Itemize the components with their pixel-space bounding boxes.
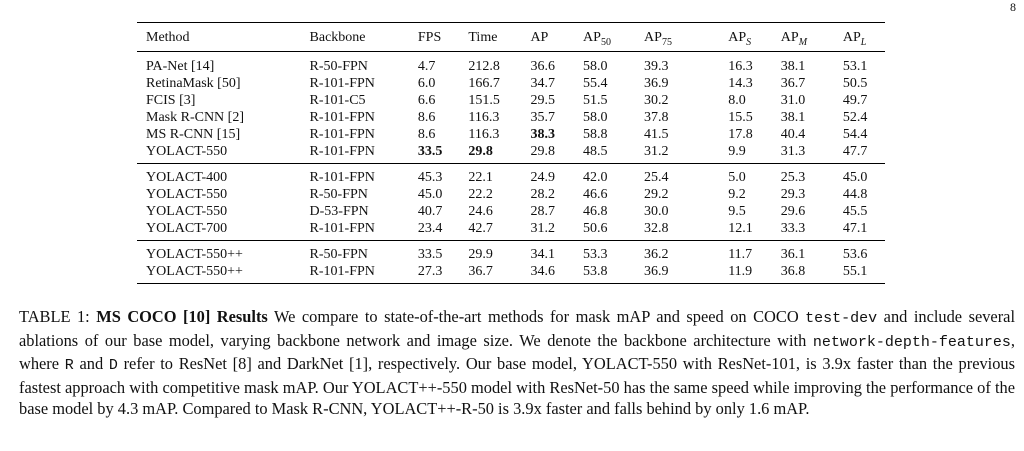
cell-backbone: R-101-FPN [309,144,375,159]
cell-ap75: 31.2 [644,144,669,159]
cell-ap: 34.7 [530,76,555,91]
table-row [137,220,885,241]
cell-ap: 29.5 [530,93,555,108]
cell-ap50: 58.8 [583,127,608,142]
page-number: 8 [1010,0,1016,14]
header-apl-sub: L [860,36,867,48]
cell-backbone: R-50-FPN [310,241,418,264]
cell-ap75: 25.4 [644,164,728,187]
cell-backbone: R-101-FPN [309,221,375,236]
caption-text-2: and include several ablations of our base model, varying backbone network and image size. We denote the backbone architecture with [19,307,1015,350]
cell-backbone: R-101-FPN [310,164,418,187]
cell-fps: 23.4 [417,221,443,236]
cell-ap75: 37.8 [644,110,669,125]
cell-apl: 47.1 [842,221,868,236]
cell-method: YOLACT-550 [146,204,228,219]
cell-method: YOLACT-550++ [137,241,310,264]
cell-apl: 45.5 [842,204,868,219]
cell-ap50: 50.6 [583,221,608,236]
cell-apl: 50.5 [842,76,868,91]
cell-time: 116.3 [468,127,500,142]
cell-ap: 28.7 [530,204,555,219]
cell-ap: 29.8 [530,144,555,159]
caption-text-3: , where [19,330,1015,374]
cell-backbone: R-101-FPN [310,263,418,284]
cell-apm: 29.6 [780,204,806,219]
cell-time: 22.2 [468,187,493,202]
cell-backbone: R-50-FPN [309,187,368,202]
cell-ap50: 58.0 [583,59,608,74]
table-row [137,203,885,220]
results-table-container [137,22,885,284]
header-time: Time [468,23,530,52]
results-table [137,22,885,284]
cell-method: YOLACT-550++ [137,263,310,284]
cell-apm: 25.3 [781,164,843,187]
table-row [137,126,885,143]
cell-fps: 4.7 [417,59,436,74]
cell-aps: 5.0 [728,164,781,187]
caption-code-test-dev: test-dev [805,310,878,327]
header-ap75 [644,23,728,52]
cell-apl: 49.7 [842,93,868,108]
cell-method: Mask R-CNN [2] [146,110,244,125]
cell-apl: 53.1 [842,59,868,74]
cell-apl: 47.7 [842,144,868,159]
cell-backbone: R-101-FPN [309,76,375,91]
header-aps [728,23,781,52]
header-fps: FPS [418,23,468,52]
cell-ap50: 55.4 [583,76,608,91]
cell-aps: 17.8 [728,127,753,142]
cell-apm: 36.1 [781,241,843,264]
cell-ap: 36.6 [530,59,555,74]
cell-aps: 11.7 [728,241,781,264]
cell-time: 29.9 [468,241,530,264]
cell-ap50: 58.0 [583,110,608,125]
cell-ap50: 51.5 [583,93,608,108]
cell-time: 24.6 [468,204,493,219]
header-ap75-sub: 75 [661,36,672,48]
cell-ap: 24.9 [530,164,583,187]
cell-aps: 9.2 [728,187,746,202]
cell-apm: 38.1 [780,110,806,125]
cell-fps: 33.5 [418,241,468,264]
cell-method: YOLACT-550 [146,187,228,202]
cell-fps: 8.6 [417,110,436,125]
cell-aps: 9.9 [728,144,746,159]
cell-aps: 16.3 [728,59,753,74]
cell-method: YOLACT-550 [146,144,228,159]
cell-ap: 28.2 [530,187,555,202]
cell-ap75: 30.0 [644,204,669,219]
cell-ap75: 36.2 [644,241,728,264]
cell-ap50: 46.6 [583,187,608,202]
cell-aps: 11.9 [728,263,781,284]
table-row [137,92,885,109]
cell-fps: 6.0 [417,76,436,91]
cell-ap75: 32.8 [644,221,669,236]
table-group-prior-work [137,52,885,164]
header-ap50-sub: 50 [600,36,611,48]
caption-title: MS COCO [10] Results [96,307,268,326]
cell-time: 36.7 [468,263,530,284]
table-row [137,164,885,187]
header-method: Method [137,23,310,52]
cell-ap: 38.3 [530,127,555,142]
header-aps-base: AP [728,29,747,45]
cell-time: 212.8 [468,59,500,74]
caption-code-d: D [108,357,118,375]
cell-fps: 33.5 [417,144,443,159]
cell-time: 116.3 [468,110,500,125]
cell-ap75: 39.3 [644,59,669,74]
cell-method: YOLACT-400 [137,164,310,187]
cell-backbone: D-53-FPN [309,204,369,219]
caption-text-4: and [73,354,109,374]
caption-code-r: R [64,357,74,375]
cell-ap: 35.7 [530,110,555,125]
cell-ap50: 42.0 [583,164,644,187]
cell-apm: 36.7 [780,76,806,91]
header-ap50-base: AP [583,29,601,45]
cell-apl: 54.4 [842,127,868,142]
cell-ap: 34.6 [530,263,583,284]
cell-aps: 14.3 [728,76,753,91]
cell-ap75: 36.9 [644,263,728,284]
caption-code-network-depth-features: network-depth-features [812,333,1011,351]
header-apl [843,23,885,52]
cell-apl: 44.8 [842,187,868,202]
cell-ap75: 29.2 [644,187,669,202]
cell-time: 29.8 [468,144,493,159]
header-ap50 [583,23,644,52]
cell-time: 22.1 [468,164,530,187]
cell-fps: 8.6 [417,127,436,142]
cell-method: RetinaMask [50] [146,76,241,91]
header-apm [781,23,843,52]
cell-apm: 31.0 [780,93,806,108]
cell-backbone: R-50-FPN [309,59,368,74]
cell-apm: 33.3 [780,221,806,236]
cell-fps: 45.3 [418,164,468,187]
cell-aps: 9.5 [728,204,746,219]
caption-label: TABLE 1: [19,307,97,326]
cell-time: 151.5 [468,93,500,108]
cell-backbone: R-101-FPN [309,110,375,125]
cell-aps: 12.1 [728,221,753,236]
header-apl-base: AP [842,29,861,45]
cell-time: 166.7 [468,76,500,91]
cell-apm: 40.4 [780,127,806,142]
table-row [137,241,885,264]
cell-ap: 34.1 [530,241,583,264]
header-aps-sub: S [746,36,752,48]
cell-backbone: R-101-FPN [309,127,375,142]
cell-fps: 40.7 [417,204,443,219]
cell-apl: 53.6 [843,241,885,264]
table-row [137,263,885,284]
cell-ap75: 41.5 [644,127,669,142]
cell-time: 42.7 [468,221,493,236]
cell-ap75: 30.2 [644,93,669,108]
table-caption [19,306,1015,420]
table-row [137,143,885,164]
cell-apm: 29.3 [780,187,806,202]
cell-aps: 15.5 [728,110,753,125]
cell-ap75: 36.9 [644,76,669,91]
table-row [137,75,885,92]
cell-method: MS R-CNN [15] [146,127,241,142]
cell-ap50: 48.5 [583,144,608,159]
cell-apl: 45.0 [843,164,885,187]
header-apm-sub: M [798,36,808,48]
cell-apm: 36.8 [781,263,843,284]
table-row [137,186,885,203]
header-ap75-base: AP [644,29,662,45]
cell-ap: 31.2 [530,221,555,236]
cell-fps: 27.3 [418,263,468,284]
header-apm-base: AP [780,29,799,45]
cell-aps: 8.0 [728,93,746,108]
cell-fps: 6.6 [417,93,436,108]
cell-apm: 38.1 [780,59,806,74]
header-ap: AP [530,23,583,52]
table-group-ablations [137,164,885,241]
cell-method: YOLACT-700 [146,221,228,236]
caption-text-5: refer to ResNet [8] and DarkNet [1], respectively. Our base model, YOLACT-550 with ResNet-101, is 3.9x faster than the previous fastest approach with competitive mask mAP. Our YOLACT++-550 model with ResNet-50 has the same speed while improving the performance of the base model by 4.3 mAP. Compared to Mask R-CNN, YOLACT++-R-50 is 3.9x faster and falls behind by only 1.6 mAP. [19,354,1015,419]
cell-method: FCIS [3] [146,93,196,108]
cell-method: PA-Net [14] [146,59,215,74]
table-header-row [137,23,885,52]
table-row [137,52,885,76]
cell-apm: 31.3 [780,144,806,159]
cell-apl: 55.1 [843,263,885,284]
cell-apl: 52.4 [842,110,868,125]
cell-ap50: 46.8 [583,204,608,219]
cell-ap50: 53.8 [583,263,644,284]
cell-ap50: 53.3 [583,241,644,264]
cell-backbone: R-101-C5 [309,93,366,108]
header-backbone: Backbone [310,23,418,52]
table-group-yolactpp [137,241,885,284]
caption-text-1: We compare to state-of-the-art methods for mask mAP and speed on COCO [267,307,806,326]
cell-fps: 45.0 [417,187,443,202]
table-row [137,109,885,126]
